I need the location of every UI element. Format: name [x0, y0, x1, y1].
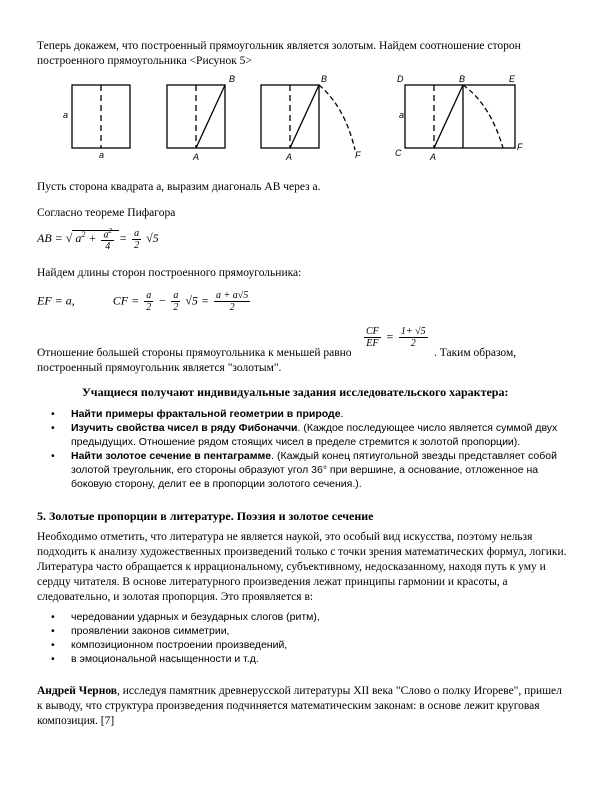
- fig-label-a-bottom: a: [99, 150, 105, 160]
- formula-ab: AB = √ $a^2$ + $\frac{a^2}{4}$ = $\frac{a}{2}$ √5: [37, 227, 159, 253]
- diagonal-4: [434, 85, 463, 148]
- section-paragraph: Необходимо отметить, что литература не является наукой, это особый вид искусства, поэтому нельзя подходить к анализу художественных произведений только с точки зрения математических формул, логики. Литература часто обращается к иррациональному, субъективному, недосказанному, находя путь к уму и сердцу читателя. В основе литературного произведения лежат принципы гармонии и красоты, а следовательно, и золотая пропорция. Это проявляется в:: [37, 531, 567, 603]
- svg-text:B: B: [229, 74, 236, 84]
- pythagoras-text: Согласно теореме Пифагора: [37, 207, 176, 219]
- svg-text:A: A: [193, 152, 200, 162]
- side-text: Пусть сторона квадрата a, выразим диагональ AB через a.: [37, 181, 321, 193]
- arc-3: [319, 85, 355, 150]
- golden-rectangle: [405, 85, 515, 148]
- diagonal-2: [196, 85, 225, 148]
- intro-line-2: построенного прямоугольника <Рисунок 5>: [37, 55, 252, 67]
- svg-text:B: B: [321, 74, 328, 84]
- ratio-text-before: Отношение большей стороны прямоугольника к меньшей равно: [37, 347, 352, 359]
- arc-4: [463, 85, 503, 148]
- task-item: • Найти примеры фрактальной геометрии в природе.: [37, 407, 565, 421]
- find-lengths-text: Найдем длины сторон построенного прямоугольника:: [37, 267, 302, 279]
- tasks-heading: Учащиеся получают индивидуальные задания исследовательского характера:: [82, 385, 509, 399]
- svg-text:E: E: [509, 74, 516, 84]
- manifestation-item: • проявлении законов симметрии,: [37, 624, 537, 638]
- diagonal-3: [290, 85, 319, 148]
- task-item: • Изучить свойства чисел в ряду Фибоначчи. (Каждое последующее число является суммой двух предыдущих. Отношение рядом стоящих чисел в пределе стремится к золотой пропорции).: [37, 421, 565, 449]
- section-heading: 5. Золотые пропорции в литературе. Поэзия и золотое сечение: [37, 509, 374, 523]
- author-text: , исследуя памятник древнерусской литературы XII века "Слово о полку Игореве", пришел к выводу, что структура произведения подчиняется математическим законам: в основе лежит круговая композиция. [7]: [37, 685, 562, 727]
- svg-text:a: a: [399, 110, 405, 120]
- manifestation-item: • чередовании ударных и безударных слогов (ритм),: [37, 610, 537, 624]
- manifestation-item: • композиционном построении произведений,: [37, 638, 537, 652]
- manifestation-item: • в эмоциональной насыщенности и т.д.: [37, 652, 537, 666]
- svg-text:C: C: [395, 148, 402, 158]
- formula-ef-cf: EF = a, CF = $\frac{a}{2}$ − $\frac{a}{2}$ √5 = $\frac{a + a√5}{2}$: [37, 290, 249, 313]
- intro-line-1: Теперь докажем, что построенный прямоугольник является золотым. Найдем соотношение сторон: [37, 40, 521, 52]
- tasks-list: [37, 407, 565, 491]
- formula-ratio: $\frac{CF}{EF}$ = $\frac{1+ √5}{2}$: [366, 326, 426, 349]
- svg-text:B: B: [459, 74, 466, 84]
- author-paragraph: [37, 684, 567, 729]
- manifestations-list: [37, 610, 537, 666]
- svg-text:A: A: [430, 152, 437, 162]
- svg-text:F: F: [517, 142, 523, 152]
- svg-text:F: F: [355, 150, 361, 160]
- figure-5-construction: [55, 72, 535, 172]
- svg-text:A: A: [286, 152, 293, 162]
- intro-paragraph: [37, 39, 577, 69]
- ratio-line-2: построенный прямоугольник является "золотым".: [37, 362, 282, 374]
- fig-label-a-side: a: [63, 110, 69, 120]
- task-item: • Найти золотое сечение в пентаграмме. (Каждый конец пятиугольной звезды представляет собой золотой треугольник, его стороны образуют угол 36° при вершине, а основание, отложенное на боковую сторону, делит ее в пропорции золотого сечения.).: [37, 449, 565, 491]
- ratio-text-after: . Таким образом,: [434, 347, 517, 359]
- author-name: Андрей Чернов: [37, 685, 117, 697]
- svg-text:D: D: [397, 74, 404, 84]
